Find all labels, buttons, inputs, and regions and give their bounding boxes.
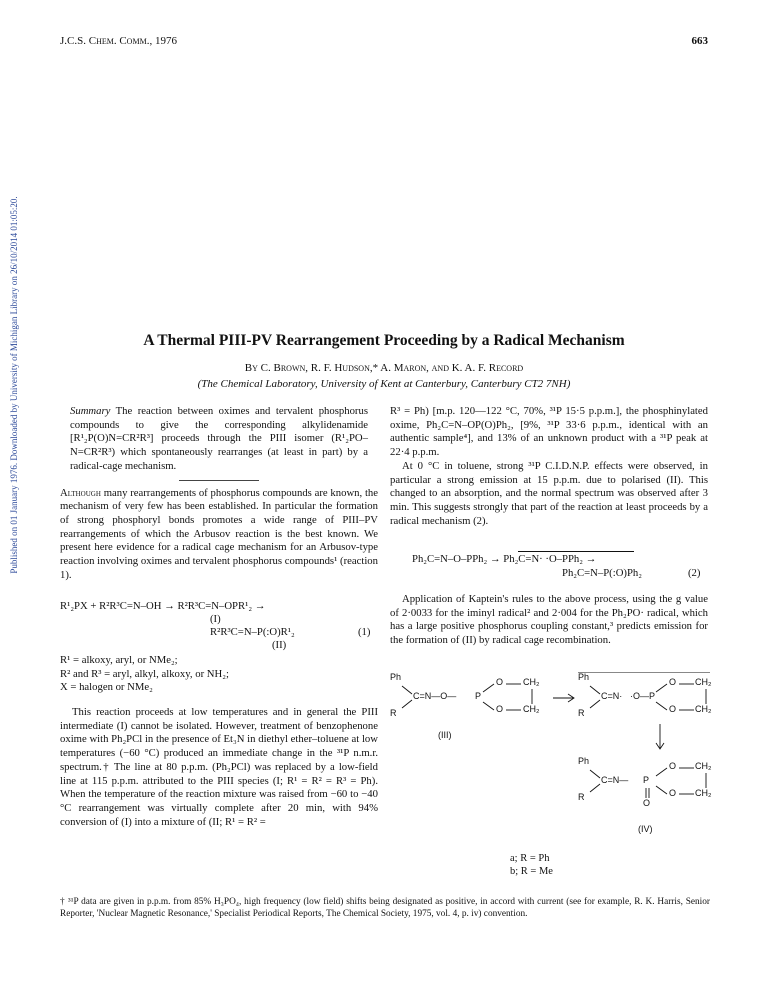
equation-1 [60,600,378,650]
summary-divider [179,480,259,481]
radical-pair-overline [518,551,634,552]
para3-text: R³ = Ph) [m.p. 120—122 °C, 70%, ³¹P 15·5 p.p.m.], the phosphinylated oxime, Ph₂C=N–OP(O)Ph₂, [9%, ³¹P 33·6 p.p.m., identical with an authentic sample⁴], and 13% of an unknown product with a ³¹P peak at 22·4 p.p.m. [390,405,708,459]
intro-text: many rearrangements of phosphorus compounds are known, the mechanism of very few has been established. In particular the formation of strong phosphoryl bonds promotes a wide range of PIII–PV rearrangements of which the Arbusov reaction is the best known. We present here evidence for a radical cage mechanism for an Arbusov-type reaction involving oximes and tervalent phosphorus compounds¹ (reaction 1). [60,486,379,581]
eq1-number: (1) [358,626,371,638]
iv-ch2-bottom: CH₂ [695,788,712,798]
iv-o-top: O [669,761,677,771]
author-byline: By C. Brown, R. F. Hudson,* A. Maron, and K. A. F. Record [244,362,524,374]
scheme-bonds [390,672,710,887]
iii-p: P [475,691,482,701]
para2-text: This reaction proceeds at low temperatures and in general the PIII intermediate (I) cannot be isolated. However, treatment of benzophenone oxime with Ph₂PCl in the presence of Et₃N in diethyl ether–toluene at low temperatures (−60 °C) produced an immediate change in the ³¹P n.m.r. spectrum.† The line at 80 p.p.m. (Ph₂PCl) was replaced by a low-field line at 115 p.p.m. attributed to the PIII species (I; R¹ = R² = R³ = Ph). When the temperature of the reaction mixture was raised from −60 to −40 °C rearrangement was virtually complete after 20 min, with 94% conversion of (I) into a mixture of (II; R¹ = R² = [60,706,378,828]
left-column [60,405,378,582]
iv-ph: Ph [578,756,590,766]
journal-header: J.C.S. Chem. Comm., 1976 [60,35,177,47]
iv-ch2-top: CH₂ [695,761,712,771]
iii-ph: Ph [390,672,402,682]
substituent-b: b; R = Me [510,866,553,877]
paragraph-intro [60,487,378,583]
eq1-line2: R²R³C=N–P(:O)R¹₂ [210,626,295,638]
iv-cn: C=N— [601,775,629,785]
iii-r: R [390,708,397,718]
summary-text: The reaction between oximes and tervalent phosphorus compounds to give the corresponding alkylidenamide [R¹₂P(O)N=CR²R³] proceeds through the PIII isomer (R¹₂PO–N=CR²R³) which spontaneously rearranges (at least in part) by a radical-cage mechanism. [70,405,368,472]
page-number: 663 [691,35,708,47]
iv-p: P [643,775,650,785]
eq2-line2: Ph₂C=N–P(:O)Ph₂ [562,567,642,579]
iii-o-bottom: O [496,704,504,714]
eq1-line1: R¹₂PX + R²R³C=N–OH → R²R³C=N–OPR¹₂ → [60,600,266,612]
article-title: A Thermal PIII-PV Rearrangement Proceeding by a Radical Mechanism [143,332,625,349]
intro-lead: Although [60,486,101,499]
rp-cn-radical: C=N· [601,691,623,701]
iii-o-top: O [496,677,504,687]
paragraph-2 [60,706,378,829]
rp-p: P [649,691,656,701]
rp-o-top: O [669,677,677,687]
right-column [390,405,708,528]
rp-o-radical: ·O— [630,691,649,701]
substituent-a: a; R = Ph [510,853,550,864]
iv-o-bottom: O [669,788,677,798]
iv-o-double: O [643,798,651,808]
para5-text: Application of Kaptein's rules to the above process, using the g value of 2·0033 for the iminyl radical² and 2·004 for the Ph₂PO· radical, which has a large positive phosphorus coupling constant,³ predicts emission for the formation of (II) by radical cage recombination. [390,593,708,647]
iv-r: R [578,792,585,802]
summary-label: Summary [70,405,111,417]
label-iv: (IV) [638,824,653,834]
rp-r: R [578,708,585,718]
rp-o-bottom: O [669,704,677,714]
definition-r1: R¹ = alkoxy, aryl, or NMe₂; [60,654,178,666]
rp-ph: Ph [578,672,590,682]
definitions [60,654,378,695]
reaction-scheme [390,672,710,887]
equation-2 [390,553,708,583]
definition-x: X = halogen or NMe₂ [60,681,153,694]
iii-ch2-top: CH₂ [523,677,540,687]
para4-text: At 0 °C in toluene, strong ³¹P C.I.D.N.P. effects were observed, in particular a strong emission at 15 p.p.m. due to polarised (II). This changed to an absorption, and the normal spectrum was observed after 3 min. This suggests strongly that part of the reaction at least proceeds by a radical mechanism (2). [390,459,708,527]
definition-r2-r3: R² and R³ = aryl, alkyl, alkoxy, or NH₂; [60,667,229,680]
eq1-label-I: (I) [210,613,221,625]
download-side-note[interactable]: Published on 01 January 1976. Downloaded by University of Michigan Library on 26/10/2014 01:05:20. [9,196,19,574]
iii-ch2-bottom: CH₂ [523,704,540,714]
summary [60,405,378,474]
paragraph-5 [390,593,708,648]
label-iii: (III) [438,730,452,740]
footnote: † ³¹P data are given in p.p.m. from 85% H₃PO₄, high frequency (low field) shifts being designated as positive, in accord with current (see for example, R. K. Harris, Senior Reporter, 'Nuclear Magnetic Resonance,' Specialist Periodical Reports, The Chemical Society, 1975, vol. 4, p. iv) convention. [60,897,710,919]
rp-ch2-top: CH₂ [695,677,712,687]
eq2-line1: Ph₂C=N–O–PPh₂ → Ph₂C=N· ·O–PPh₂ → [412,553,597,565]
affiliation: (The Chemical Laboratory, University of Kent at Canterbury, Canterbury CT2 7NH) [197,378,571,390]
eq2-number: (2) [688,567,701,579]
iii-cn-o: C=N—O— [413,691,457,701]
rp-ch2-bottom: CH₂ [695,704,712,714]
eq1-label-II: (II) [272,639,287,651]
